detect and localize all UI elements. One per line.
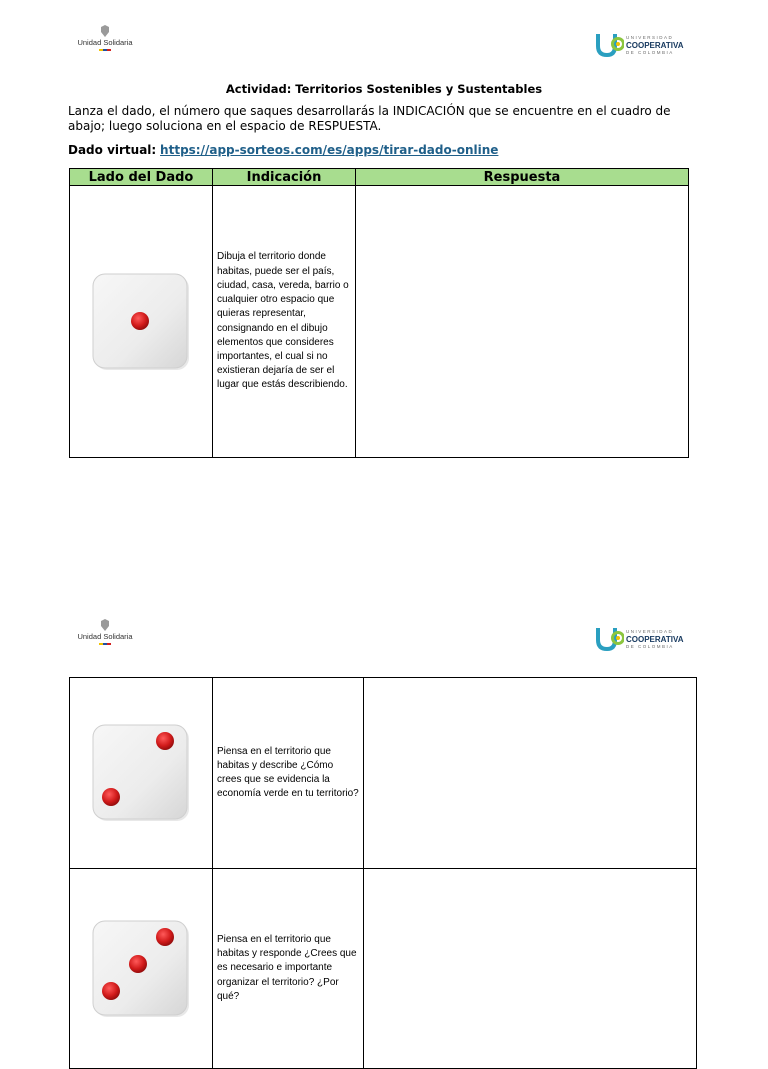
table-header-row [70,169,689,186]
respuesta-cell[interactable] [364,678,697,869]
respuesta-cell[interactable] [356,186,689,458]
ucc-line-2: COOPERATIVA [626,634,684,644]
unidad-solidaria-text: Unidad Solidaria [77,38,133,47]
ucc-line-1: UNIVERSIDAD [626,629,674,634]
die-pip [156,928,174,946]
die-face-three-icon [91,919,191,1019]
unidad-solidaria-logo [72,25,138,51]
crest-icon [98,25,112,37]
die-cell [70,678,213,869]
page-2 [0,594,768,1024]
unidad-solidaria-text: Unidad Solidaria [77,632,133,641]
die-pip [156,732,174,750]
indicacion-cell: Dibuja el territorio donde habitas, puede ser el país, ciudad, casa, vereda, barrio o cualquier otro espacio que quieras representar, consignando en el dibujo elementos que consideres importantes, el cual si no existieran dejaría de ser el lugar que estás describiendo. [213,186,356,458]
ucc-line-3: DE COLOMBIA [626,49,674,55]
die-face-two-icon [91,723,191,823]
indicacion-cell: Piensa en el territorio que habitas y responde ¿Crees que es necesario e importante organizar el territorio? ¿Por qué? [213,869,364,1069]
ucc-line-3: DE COLOMBIA [626,643,674,649]
header-respuesta: Respuesta [356,169,689,186]
ucc-logo-2 [596,626,688,652]
instruction-text: Lanza el dado, el número que saques desarrollarás la INDICACIÓN que se encuentre en el cuadro de abajo; luego soluciona en el espacio de RESPUESTA. [68,104,671,133]
die-face-one-icon [91,272,191,372]
ucc-mark-icon [596,626,624,652]
table-row [70,678,697,869]
die-pip [102,788,120,806]
unidad-solidaria-logo-2 [72,619,138,645]
die-pip [129,955,147,973]
ucc-logo [596,32,688,58]
die-pip [102,982,120,1000]
indicacion-cell: Piensa en el territorio que habitas y describe ¿Cómo crees que se evidencia la economía verde en tu territorio? [213,678,364,869]
dado-link[interactable]: https://app-sorteos.com/es/apps/tirar-dado-online [160,143,499,157]
dado-virtual-line [68,143,498,157]
dado-label: Dado virtual: [68,143,157,157]
document-title: Actividad: Territorios Sostenibles y Sustentables [225,82,543,96]
table-row [70,869,697,1069]
ucc-mark-icon [596,32,624,58]
activity-table [69,168,689,458]
die-cell [70,186,213,458]
respuesta-cell[interactable] [364,869,697,1069]
ucc-line-1: UNIVERSIDAD [626,35,674,40]
die-pip [131,312,149,330]
header-indicacion: Indicación [213,169,356,186]
ucc-line-2: COOPERATIVA [626,40,684,50]
die-cell [70,869,213,1069]
table-row [70,186,689,458]
header-lado: Lado del Dado [70,169,213,186]
activity-table-continued [69,677,697,1069]
crest-icon [98,619,112,631]
